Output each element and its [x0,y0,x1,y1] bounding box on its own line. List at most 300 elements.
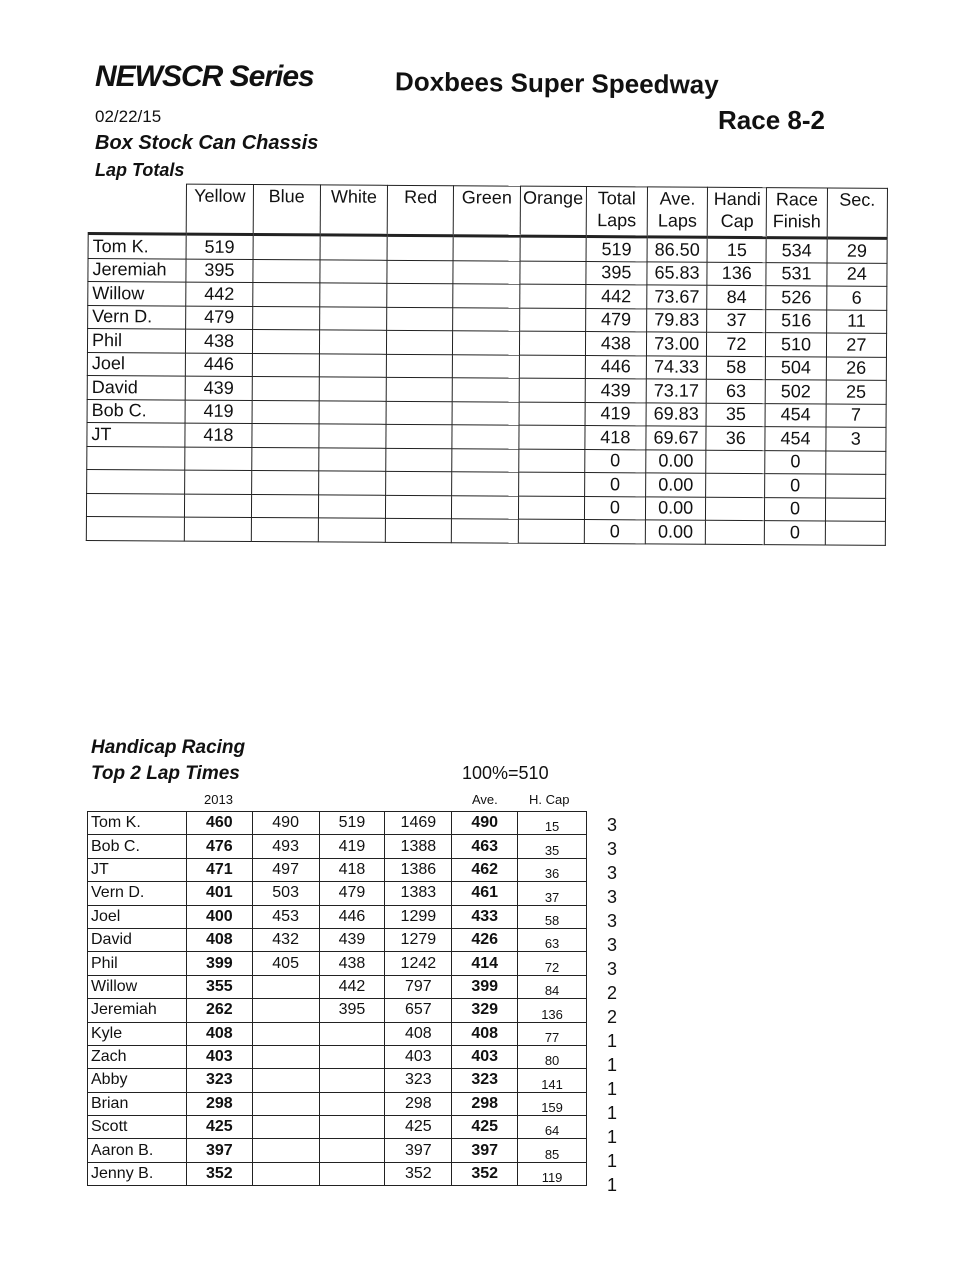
table-cell: 490 [252,812,319,835]
table-cell [706,473,765,497]
table-cell [251,494,318,518]
handicap-title: Handicap Racing [91,737,246,758]
table-cell: 84 [707,285,766,309]
race-date: 02/22/15 [95,107,162,126]
race-count: 2 [607,1007,618,1027]
table-cell: 446 [186,353,252,377]
column-header [88,184,187,235]
table-cell [452,472,518,496]
table-cell: 85 [518,1139,587,1162]
series-logo: NEWSCR Series [95,60,314,93]
table-cell [452,448,518,472]
table-cell: 77 [518,1022,587,1045]
table-cell: 63 [706,379,765,403]
table-cell [252,1045,319,1068]
table-cell: 425 [452,1116,518,1139]
table-cell [252,330,319,354]
table-cell: 403 [186,1045,252,1068]
racer-name: Willow [88,975,187,998]
table-cell: 657 [385,999,452,1022]
racer-name: Phil [88,952,187,975]
racer-name [87,469,186,493]
table-cell: 0 [765,450,825,474]
table-cell: 159 [518,1092,587,1115]
table-cell [318,494,385,518]
table-cell: 141 [518,1069,587,1092]
table-cell [386,471,452,495]
track-name: Doxbees Super Speedway [394,66,719,100]
table-cell: 519 [319,812,385,835]
table-cell: 497 [252,858,319,881]
table-cell [520,236,586,261]
race-count: 1 [607,1127,618,1147]
table-cell: 502 [766,380,826,404]
table-cell: 493 [252,835,319,858]
racer-name: Willow [88,282,187,306]
table-cell: 408 [186,928,252,951]
table-cell [385,518,451,542]
table-cell: 438 [319,952,385,975]
table-cell [453,284,519,308]
table-cell [319,330,386,354]
table-cell: 36 [518,858,587,881]
table-cell [319,353,386,377]
table-cell: 0.00 [646,473,706,497]
table-cell: 531 [766,262,826,286]
table-cell: 6 [826,286,886,310]
race-count: 3 [607,815,618,835]
table-cell [319,377,386,401]
table-cell [825,474,885,498]
table-cell [519,378,585,402]
racer-name: Joel [87,352,186,376]
column-header: Total Laps [586,187,648,237]
table-cell [318,518,385,542]
table-cell: 504 [766,356,826,380]
table-cell: 1299 [385,905,452,928]
table-row [88,999,587,1022]
table-cell [253,235,320,260]
table-cell [252,1069,319,1092]
table-row [86,516,885,544]
table-cell [320,283,387,307]
table-cell: 1386 [385,858,452,881]
table-cell [453,307,519,331]
table-cell [252,400,319,424]
table-cell: 27 [826,333,886,357]
table-cell: 0.00 [645,520,705,544]
column-header: White [320,185,388,235]
race-count: 1 [607,1103,618,1123]
table-cell [319,1045,385,1068]
table-cell [386,401,452,425]
table-cell [386,377,452,401]
table-cell: 0 [584,473,645,497]
table-cell: 11 [826,310,886,334]
table-cell: 36 [706,426,765,450]
table-cell: 397 [385,1139,452,1162]
table-row [88,1022,587,1045]
table-cell: 405 [252,952,319,975]
table-cell: 1388 [385,835,452,858]
table-cell: 72 [707,332,766,356]
table-cell [252,306,319,330]
table-cell [452,401,518,425]
table-cell: 25 [826,380,886,404]
table-cell [319,1092,385,1115]
table-cell: 426 [452,928,518,951]
table-cell: 298 [452,1092,518,1115]
table-cell [825,521,885,545]
table-cell: 79.83 [647,308,707,332]
table-row [88,952,587,975]
table-cell: 461 [452,882,518,905]
table-cell: 503 [252,882,319,905]
table-cell [251,518,318,542]
table-cell: 35 [518,835,587,858]
table-cell: 439 [319,928,385,951]
table-cell: 397 [186,1139,252,1162]
table-cell [452,519,518,543]
table-cell: 69.67 [646,426,706,450]
table-cell [252,1116,319,1139]
table-cell [518,472,584,496]
table-cell: 58 [518,905,587,928]
table-cell [518,425,584,449]
column-header: Orange [520,186,587,236]
table-cell: 262 [186,999,252,1022]
table-cell: 439 [585,379,646,403]
racer-name: Brian [88,1092,187,1115]
column-header: Yellow [187,184,254,234]
table-cell: 15 [707,237,766,262]
table-cell: 460 [186,812,252,835]
table-cell [452,495,518,519]
table-cell [386,495,452,519]
column-header: Race Finish [767,188,828,238]
lap-totals-title: Lap Totals [95,160,185,180]
table-cell [519,261,585,285]
race-count: 3 [607,887,618,907]
table-cell: 298 [385,1092,452,1115]
table-cell [252,377,319,401]
column-year-label: 2013 [204,792,233,807]
racer-name: JT [88,858,187,881]
table-cell [387,330,453,354]
table-cell [453,236,519,261]
table-cell [252,259,319,283]
table-cell: 352 [186,1162,252,1185]
table-cell: 69.83 [646,402,706,426]
table-cell: 1242 [385,952,452,975]
racer-name: Vern D. [88,305,187,329]
table-cell: 0 [585,449,646,473]
racer-name: David [88,928,187,951]
table-cell: 1383 [385,882,452,905]
table-cell: 37 [707,309,766,333]
table-cell: 119 [518,1162,587,1185]
table-cell: 476 [186,835,252,858]
table-cell [319,400,386,424]
table-cell: 136 [707,262,766,286]
table-cell [252,353,319,377]
table-cell [252,1139,319,1162]
table-cell: 446 [585,355,646,379]
table-cell [185,447,251,471]
column-header: Ave. Laps [647,187,708,237]
race-count: 1 [607,1175,618,1195]
table-cell: 419 [185,400,251,424]
table-cell: 86.50 [647,237,707,262]
racer-name: Tom K. [88,812,187,835]
table-cell [519,331,585,355]
table-cell [519,402,585,426]
table-cell: 7 [826,404,886,428]
table-cell: 74.33 [646,355,706,379]
table-row [88,1139,587,1162]
table-cell: 355 [186,975,252,998]
table-cell: 418 [319,858,385,881]
table-cell: 73.17 [646,379,706,403]
table-cell [185,470,251,494]
table-cell [320,235,387,260]
table-cell [387,260,453,284]
table-cell: 3 [826,427,886,451]
table-cell: 453 [252,905,319,928]
table-cell: 418 [185,423,251,447]
racer-name: Abby [88,1069,187,1092]
table-cell: 400 [186,905,252,928]
table-cell [706,520,765,544]
table-cell: 534 [766,238,826,263]
table-cell: 519 [186,234,252,259]
table-cell: 490 [452,812,518,835]
table-cell: 0 [765,474,825,498]
table-cell [252,283,319,307]
table-cell [252,975,319,998]
racer-name: Aaron B. [88,1139,187,1162]
table-cell [318,471,385,495]
table-cell: 136 [518,999,587,1022]
table-cell: 72 [518,952,587,975]
table-cell: 397 [452,1139,518,1162]
column-hcap-label: H. Cap [529,792,570,807]
table-cell: 454 [765,427,825,451]
table-cell: 408 [385,1022,452,1045]
table-cell: 323 [385,1069,452,1092]
table-cell: 418 [585,426,646,450]
table-cell [252,1022,319,1045]
table-cell [706,450,765,474]
racer-name [87,446,186,470]
table-cell [319,1022,385,1045]
table-cell: 0.00 [645,496,705,520]
table-cell: 65.83 [647,261,707,285]
table-cell [251,447,318,471]
table-cell: 395 [186,259,252,283]
table-row [88,882,587,905]
table-cell [825,498,885,522]
table-cell: 425 [186,1116,252,1139]
race-count: 1 [607,1031,618,1051]
race-count: 3 [607,863,618,883]
table-cell [252,1092,319,1115]
class-name: Box Stock Can Chassis [95,132,319,154]
table-cell: 403 [385,1045,452,1068]
racer-name [86,493,185,517]
table-cell: 408 [452,1022,518,1045]
table-cell: 471 [186,858,252,881]
table-cell [252,1162,319,1185]
table-cell [519,284,585,308]
race-number: Race 8-2 [718,105,825,135]
table-cell: 463 [452,835,518,858]
table-cell: 479 [186,306,252,330]
table-cell: 323 [452,1069,518,1092]
table-cell: 433 [452,905,518,928]
race-count: 3 [607,839,618,859]
table-cell [518,519,584,543]
table-cell: 442 [186,282,252,306]
table-cell [386,424,452,448]
table-cell: 446 [319,905,385,928]
race-count: 1 [607,1079,618,1099]
racer-name: David [87,375,186,399]
racer-name: Bob C. [87,399,186,423]
table-cell: 29 [827,238,887,263]
table-cell: 797 [385,975,452,998]
racer-name: Jeremiah [88,999,187,1022]
column-header: Red [387,185,454,235]
table-cell [319,424,386,448]
table-cell: 439 [186,376,252,400]
table-cell: 442 [319,975,385,998]
table-cell [453,354,519,378]
racer-name: Scott [88,1116,187,1139]
table-cell: 84 [518,975,587,998]
table-cell [251,471,318,495]
table-cell: 73.00 [646,332,706,356]
table-cell [519,355,585,379]
table-cell [386,354,452,378]
table-row [88,1045,587,1068]
racer-name: JT [87,422,186,446]
lap-totals-table [86,183,888,545]
table-cell [825,451,885,475]
racer-name: Jeremiah [88,258,187,282]
table-cell: 352 [452,1162,518,1185]
column-header: Handi Cap [707,187,767,237]
table-cell [706,497,765,521]
table-cell: 432 [252,928,319,951]
table-cell: 399 [452,975,518,998]
table-cell [252,999,319,1022]
table-row [88,1162,587,1185]
table-cell: 462 [452,858,518,881]
race-count: 3 [607,911,618,931]
table-cell [319,1116,385,1139]
column-ave-label: Ave. [472,792,498,807]
table-cell: 399 [186,952,252,975]
table-cell: 80 [518,1045,587,1068]
table-cell: 395 [319,999,385,1022]
table-cell [319,1162,385,1185]
table-cell: 26 [826,357,886,381]
table-cell [319,447,386,471]
column-header: Blue [253,185,321,235]
column-header: Sec. [827,188,888,238]
table-cell: 63 [518,928,587,951]
table-cell: 352 [385,1162,452,1185]
table-cell [319,1069,385,1092]
table-cell: 0 [765,497,825,521]
table-cell [386,448,452,472]
table-cell: 442 [586,285,647,309]
racer-name: Jenny B. [88,1162,187,1185]
table-cell: 15 [518,812,587,835]
table-cell: 419 [319,835,385,858]
percent-note: 100%=510 [462,763,549,783]
table-cell [185,517,251,541]
table-cell: 37 [518,882,587,905]
table-cell [453,331,519,355]
table-cell: 479 [319,882,385,905]
table-cell [185,494,251,518]
top2-title: Top 2 Lap Times [91,763,240,784]
racer-name: Joel [88,905,187,928]
racer-name: Bob C. [88,835,187,858]
table-row [88,1092,587,1115]
racer-name [86,516,185,540]
table-cell: 0 [765,521,825,545]
table-cell: 403 [452,1045,518,1068]
table-cell: 0.00 [646,449,706,473]
table-cell: 395 [586,261,647,285]
race-count: 3 [607,935,618,955]
table-row [88,835,587,858]
table-cell: 516 [766,309,826,333]
racer-name: Vern D. [88,882,187,905]
table-cell: 438 [585,332,646,356]
table-row [88,928,587,951]
race-count: 1 [607,1151,618,1171]
table-cell: 0 [584,520,645,544]
table-cell: 414 [452,952,518,975]
table-cell: 454 [765,403,825,427]
race-count: 1 [607,1055,618,1075]
table-row [88,1069,587,1092]
table-cell [387,235,453,260]
table-cell: 519 [586,237,647,262]
handicap-table [87,811,587,1186]
table-cell: 526 [766,286,826,310]
table-cell: 510 [766,333,826,357]
table-cell: 401 [186,882,252,905]
table-cell: 419 [585,402,646,426]
racer-name: Tom K. [88,234,187,259]
table-cell: 35 [706,403,765,427]
table-cell: 298 [186,1092,252,1115]
table-row [88,812,587,835]
column-header: Green [454,186,521,236]
race-count-column [607,813,627,1197]
table-cell: 329 [452,999,518,1022]
table-row [88,858,587,881]
table-cell: 438 [186,329,252,353]
table-cell [519,308,585,332]
table-cell: 425 [385,1116,452,1139]
table-cell: 479 [585,308,646,332]
